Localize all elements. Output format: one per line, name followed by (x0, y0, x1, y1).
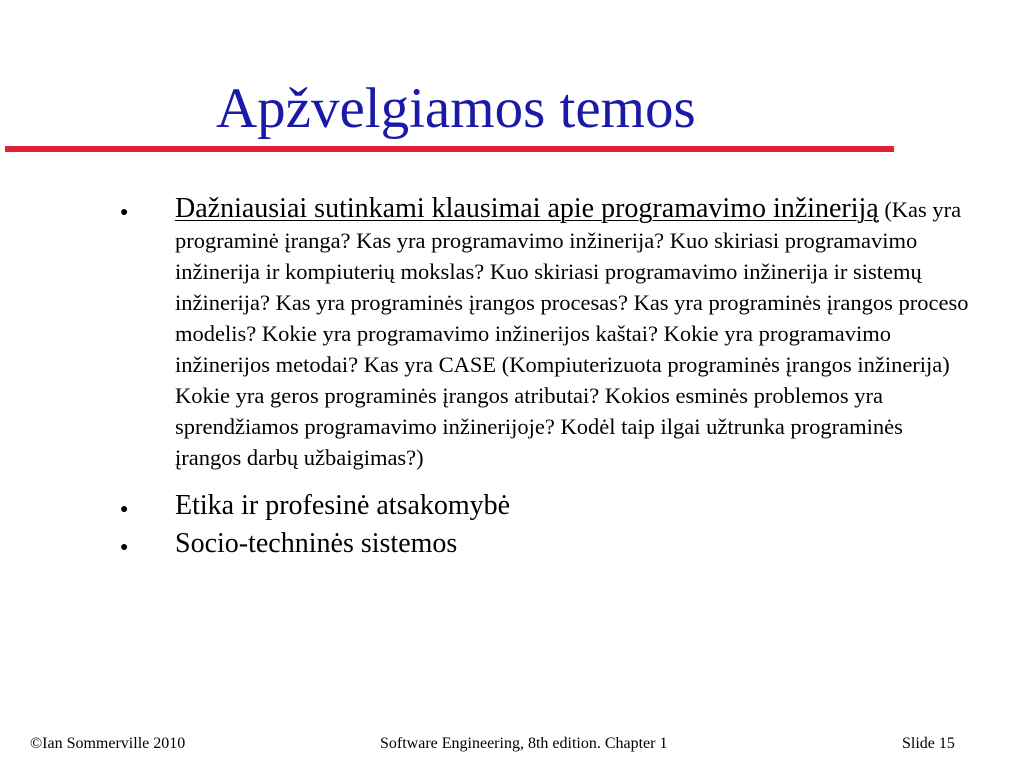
bullet-dot-icon: ● (120, 205, 129, 220)
bullet-item-ethics (120, 490, 970, 522)
bullet-item-faq (120, 193, 970, 473)
bullet-socio-technical-text: Socio-techninės sistemos (175, 528, 458, 559)
footer-slide-number: Slide 15 (902, 735, 955, 752)
bullet-ethics-text: Etika ir profesinė atsakomybė (175, 490, 511, 521)
slide-title: Apžvelgiamos temos (216, 77, 696, 140)
bullet-dot-icon: ● (120, 502, 129, 517)
bullet-item-socio-technical (120, 528, 970, 560)
faq-questions-text: (Kas yra programinė įranga? Kas yra programavimo inžinerija? Kuo skiriasi programavimo inžinerija ir kompiuterių mokslas? Kuo skiriasi programavimo inžinerija ir sistemų inžinerija? Kas yra programinės įrangos procesas? Kas yra programinės įrangos proceso modelis? Kokie yra programavimo inžinerijos kaštai? Kokie yra programavimo inžinerijos metodai? Kas yra CASE (Kompiuterizuota programinės įrangos inžinerija) Kokie yra geros programinės įrangos atributai? Kokios esminės problemos yra sprendžiamos programavimo inžinerijoje? Kodėl taip ilgai užtrunka programinės įrangos darbų užbaigimas?) (175, 197, 969, 470)
bullet-list (120, 193, 970, 566)
bullet-dot-icon: ● (120, 540, 129, 555)
title-underline-rule (5, 146, 894, 152)
footer-copyright: ©Ian Sommerville 2010 (30, 735, 186, 752)
faq-heading: Dažniausiai sutinkami klausimai apie programavimo inžineriją (175, 193, 879, 224)
footer-book-title: Software Engineering, 8th edition. Chapter 1 (380, 735, 668, 752)
